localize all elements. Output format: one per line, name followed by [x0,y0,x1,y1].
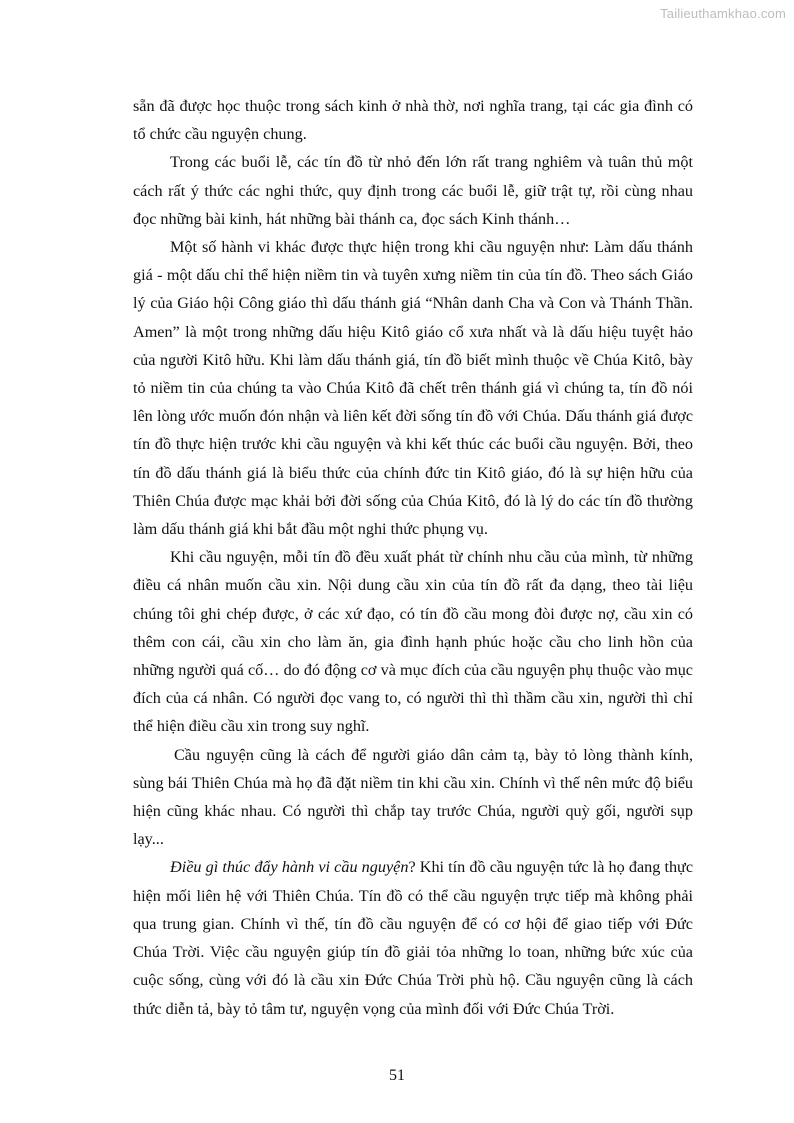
paragraph-gratitude: Cầu nguyện cũng là cách để người giáo dân cảm tạ, bày tỏ lòng thành kính, sùng bái Thiên Chúa mà họ đã đặt niềm tin khi cầu xin. Chính vì thế nên mức độ biểu hiện cũng khác nhau. Có người thì chắp tay trước Chúa, người quỳ gối, người sụp lạy... [133,745,693,849]
paragraph-motivation-text: ? Khi tín đồ cầu nguyện tức là họ đang thực hiện mối liên hệ với Thiên Chúa. Tín đồ có thể cầu nguyện trực tiếp mà không phải qua trung gian. Chính vì thế, tín đồ cầu nguyện để có cơ hội để giao tiếp với Đức Chúa Trời. Việc cầu nguyện giúp tín đồ giải tỏa những lo toan, những bức xúc của cuộc sống, cùng với đó là cầu xin Đức Chúa Trời phù hộ. Cầu nguyện cũng là cách thức diễn tả, bày tỏ tâm tư, nguyện vọng của mình đối với Đức Chúa Trời. [133,858,693,1018]
paragraph-motivation [133,853,693,1022]
italic-question: Điều gì thúc đẩy hành vi cầu nguyện [170,858,409,877]
page-number: 51 [389,1067,405,1084]
paragraph-continuation: sẵn đã được học thuộc trong sách kinh ở nhà thờ, nơi nghĩa trang, tại các gia đình có tổ chức cầu nguyện chung. [133,97,693,144]
paragraph-ceremony: Trong các buổi lễ, các tín đồ từ nhỏ đến lớn rất trang nghiêm và tuân thủ một cách rất ý thức các nghi thức, quy định trong các buổi lễ, giữ trật tự, rồi cùng nhau đọc những bài kinh, hát những bài thánh ca, đọc sách Kinh thánh… [133,153,693,228]
page-body [133,92,693,1023]
paragraph-prayer-needs: Khi cầu nguyện, mỗi tín đồ đều xuất phát từ chính nhu cầu của mình, từ những điều cá nhân muốn cầu xin. Nội dung cầu xin của tín đồ rất đa dạng, theo tài liệu chúng tôi ghi chép được, ở các xứ đạo, có tín đồ cầu mong đòi được nợ, cầu xin có thêm con cái, cầu xin cho làm ăn, gia đình hạnh phúc hoặc cầu cho linh hồn của những người quá cố… do đó động cơ và mục đích của cầu nguyện phụ thuộc vào mục đích của cá nhân. Có người đọc vang to, có người thì thì thầm cầu xin, người thì chỉ thể hiện điều cầu xin trong suy nghĩ. [133,548,693,736]
paragraph-sign-of-cross: Một số hành vi khác được thực hiện trong khi cầu nguyện như: Làm dấu thánh giá - một dấu chỉ thể hiện niềm tin và tuyên xưng niềm tin của tín đồ. Theo sách Giáo lý của Giáo hội Công giáo thì dấu thánh giá “Nhân danh Cha và Con và Thánh Thần. Amen” là một trong những dấu hiệu Kitô giáo cổ xưa nhất và là dấu hiệu tuyệt hảo của người Kitô hữu. Khi làm dấu thánh giá, tín đồ biết mình thuộc về Chúa Kitô, bày tỏ niềm tin của chúng ta vào Chúa Kitô đã chết trên thánh giá vì chúng ta, tín đồ nói lên lòng ước muốn đón nhận và liên kết đời sống tín đồ với Chúa. Dấu thánh giá được tín đồ thực hiện trước khi cầu nguyện và khi kết thúc các buổi cầu nguyện. Bởi, theo tín đồ dấu thánh giá là biểu thức của chính đức tin Kitô giáo, đó là sự hiện hữu của Thiên Chúa được mạc khải bởi đời sống của Chúa Kitô, đó là lý do các tín đồ thường làm dấu thánh giá khi bắt đầu một nghi thức phụng vụ. [133,238,693,539]
watermark: Tailieuthamkhao.com [660,6,786,21]
